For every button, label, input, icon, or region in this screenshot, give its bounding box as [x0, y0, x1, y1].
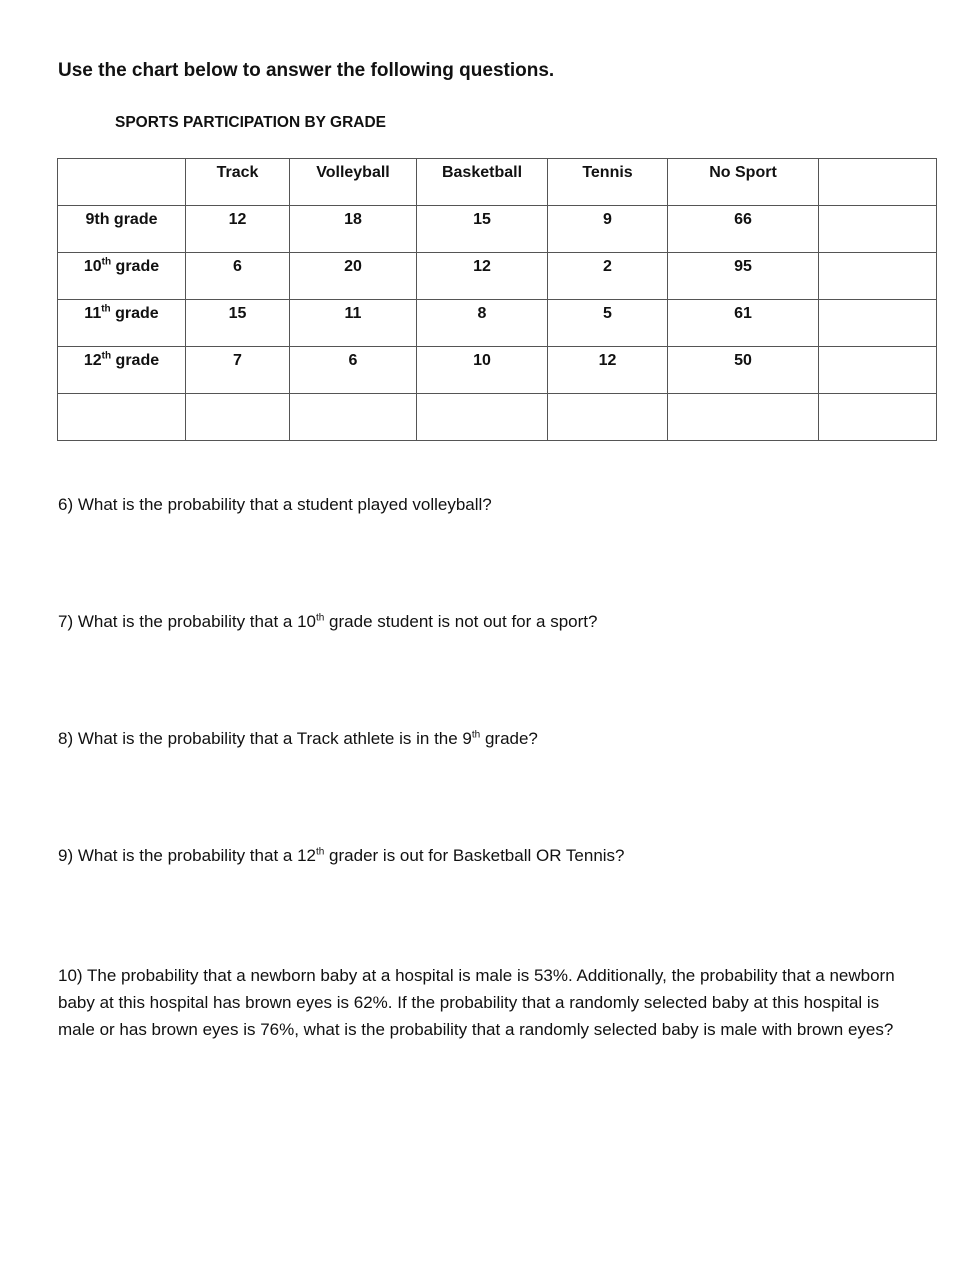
column-header-blank: [819, 159, 937, 206]
sports-participation-table: [57, 158, 937, 441]
table-cell: 61: [668, 300, 819, 347]
column-header-volleyball: Volleyball: [290, 159, 417, 206]
table-cell: 95: [668, 253, 819, 300]
table-row: [58, 347, 937, 394]
column-header-track: Track: [186, 159, 290, 206]
question-9: 9) What is the probability that a 12th grader is out for Basketball OR Tennis?: [58, 846, 625, 865]
table-cell: 6: [186, 253, 290, 300]
table-row: [58, 206, 937, 253]
column-header-empty: [58, 159, 186, 206]
table-cell: 11: [290, 300, 417, 347]
table-cell: 20: [290, 253, 417, 300]
table-cell: 9: [548, 206, 668, 253]
table-cell: 2: [548, 253, 668, 300]
table-cell: 8: [417, 300, 548, 347]
table-cell: 18: [290, 206, 417, 253]
table-cell: 15: [417, 206, 548, 253]
row-label-9th-grade: 9th grade: [58, 206, 186, 253]
table-cell-blank: [819, 300, 937, 347]
table-header-row: [58, 159, 937, 206]
table-cell: 12: [186, 206, 290, 253]
table-cell: 66: [668, 206, 819, 253]
table-cell-blank: [548, 394, 668, 441]
question-10: 10) The probability that a newborn baby at a hospital is male is 53%. Additionally, the probability that a newborn baby at this hospital has brown eyes is 62%. If the probability that a randomly selected baby at this hospital is male or has brown eyes is 76%, what is the probability that a randomly selected baby is male with brown eyes?: [58, 966, 895, 1039]
table-cell: 50: [668, 347, 819, 394]
row-label-12th-grade: 12th grade: [58, 347, 186, 394]
table-cell: 12: [548, 347, 668, 394]
table-cell: 10: [417, 347, 548, 394]
table-cell: 5: [548, 300, 668, 347]
instructions-heading: Use the chart below to answer the following questions.: [58, 60, 555, 81]
table-cell: 7: [186, 347, 290, 394]
table-cell-blank: [819, 206, 937, 253]
table-cell-blank: [58, 394, 186, 441]
table-cell: 15: [186, 300, 290, 347]
table-cell-blank: [417, 394, 548, 441]
column-header-basketball: Basketball: [417, 159, 548, 206]
table-row: [58, 300, 937, 347]
table-row-empty: [58, 394, 937, 441]
question-7: 7) What is the probability that a 10th grade student is not out for a sport?: [58, 612, 598, 631]
row-label-11th-grade: 11th grade: [58, 300, 186, 347]
table-row: [58, 253, 937, 300]
table-cell-blank: [819, 347, 937, 394]
table-cell: 12: [417, 253, 548, 300]
table-cell: 6: [290, 347, 417, 394]
table-cell-blank: [819, 253, 937, 300]
column-header-tennis: Tennis: [548, 159, 668, 206]
row-label-10th-grade: 10th grade: [58, 253, 186, 300]
table-title: SPORTS PARTICIPATION BY GRADE: [115, 114, 386, 131]
question-6: 6) What is the probability that a student played volleyball?: [58, 495, 492, 514]
table-cell-blank: [819, 394, 937, 441]
column-header-no-sport: No Sport: [668, 159, 819, 206]
table-cell-blank: [290, 394, 417, 441]
question-8: 8) What is the probability that a Track athlete is in the 9th grade?: [58, 729, 538, 748]
table-cell-blank: [668, 394, 819, 441]
table-cell-blank: [186, 394, 290, 441]
